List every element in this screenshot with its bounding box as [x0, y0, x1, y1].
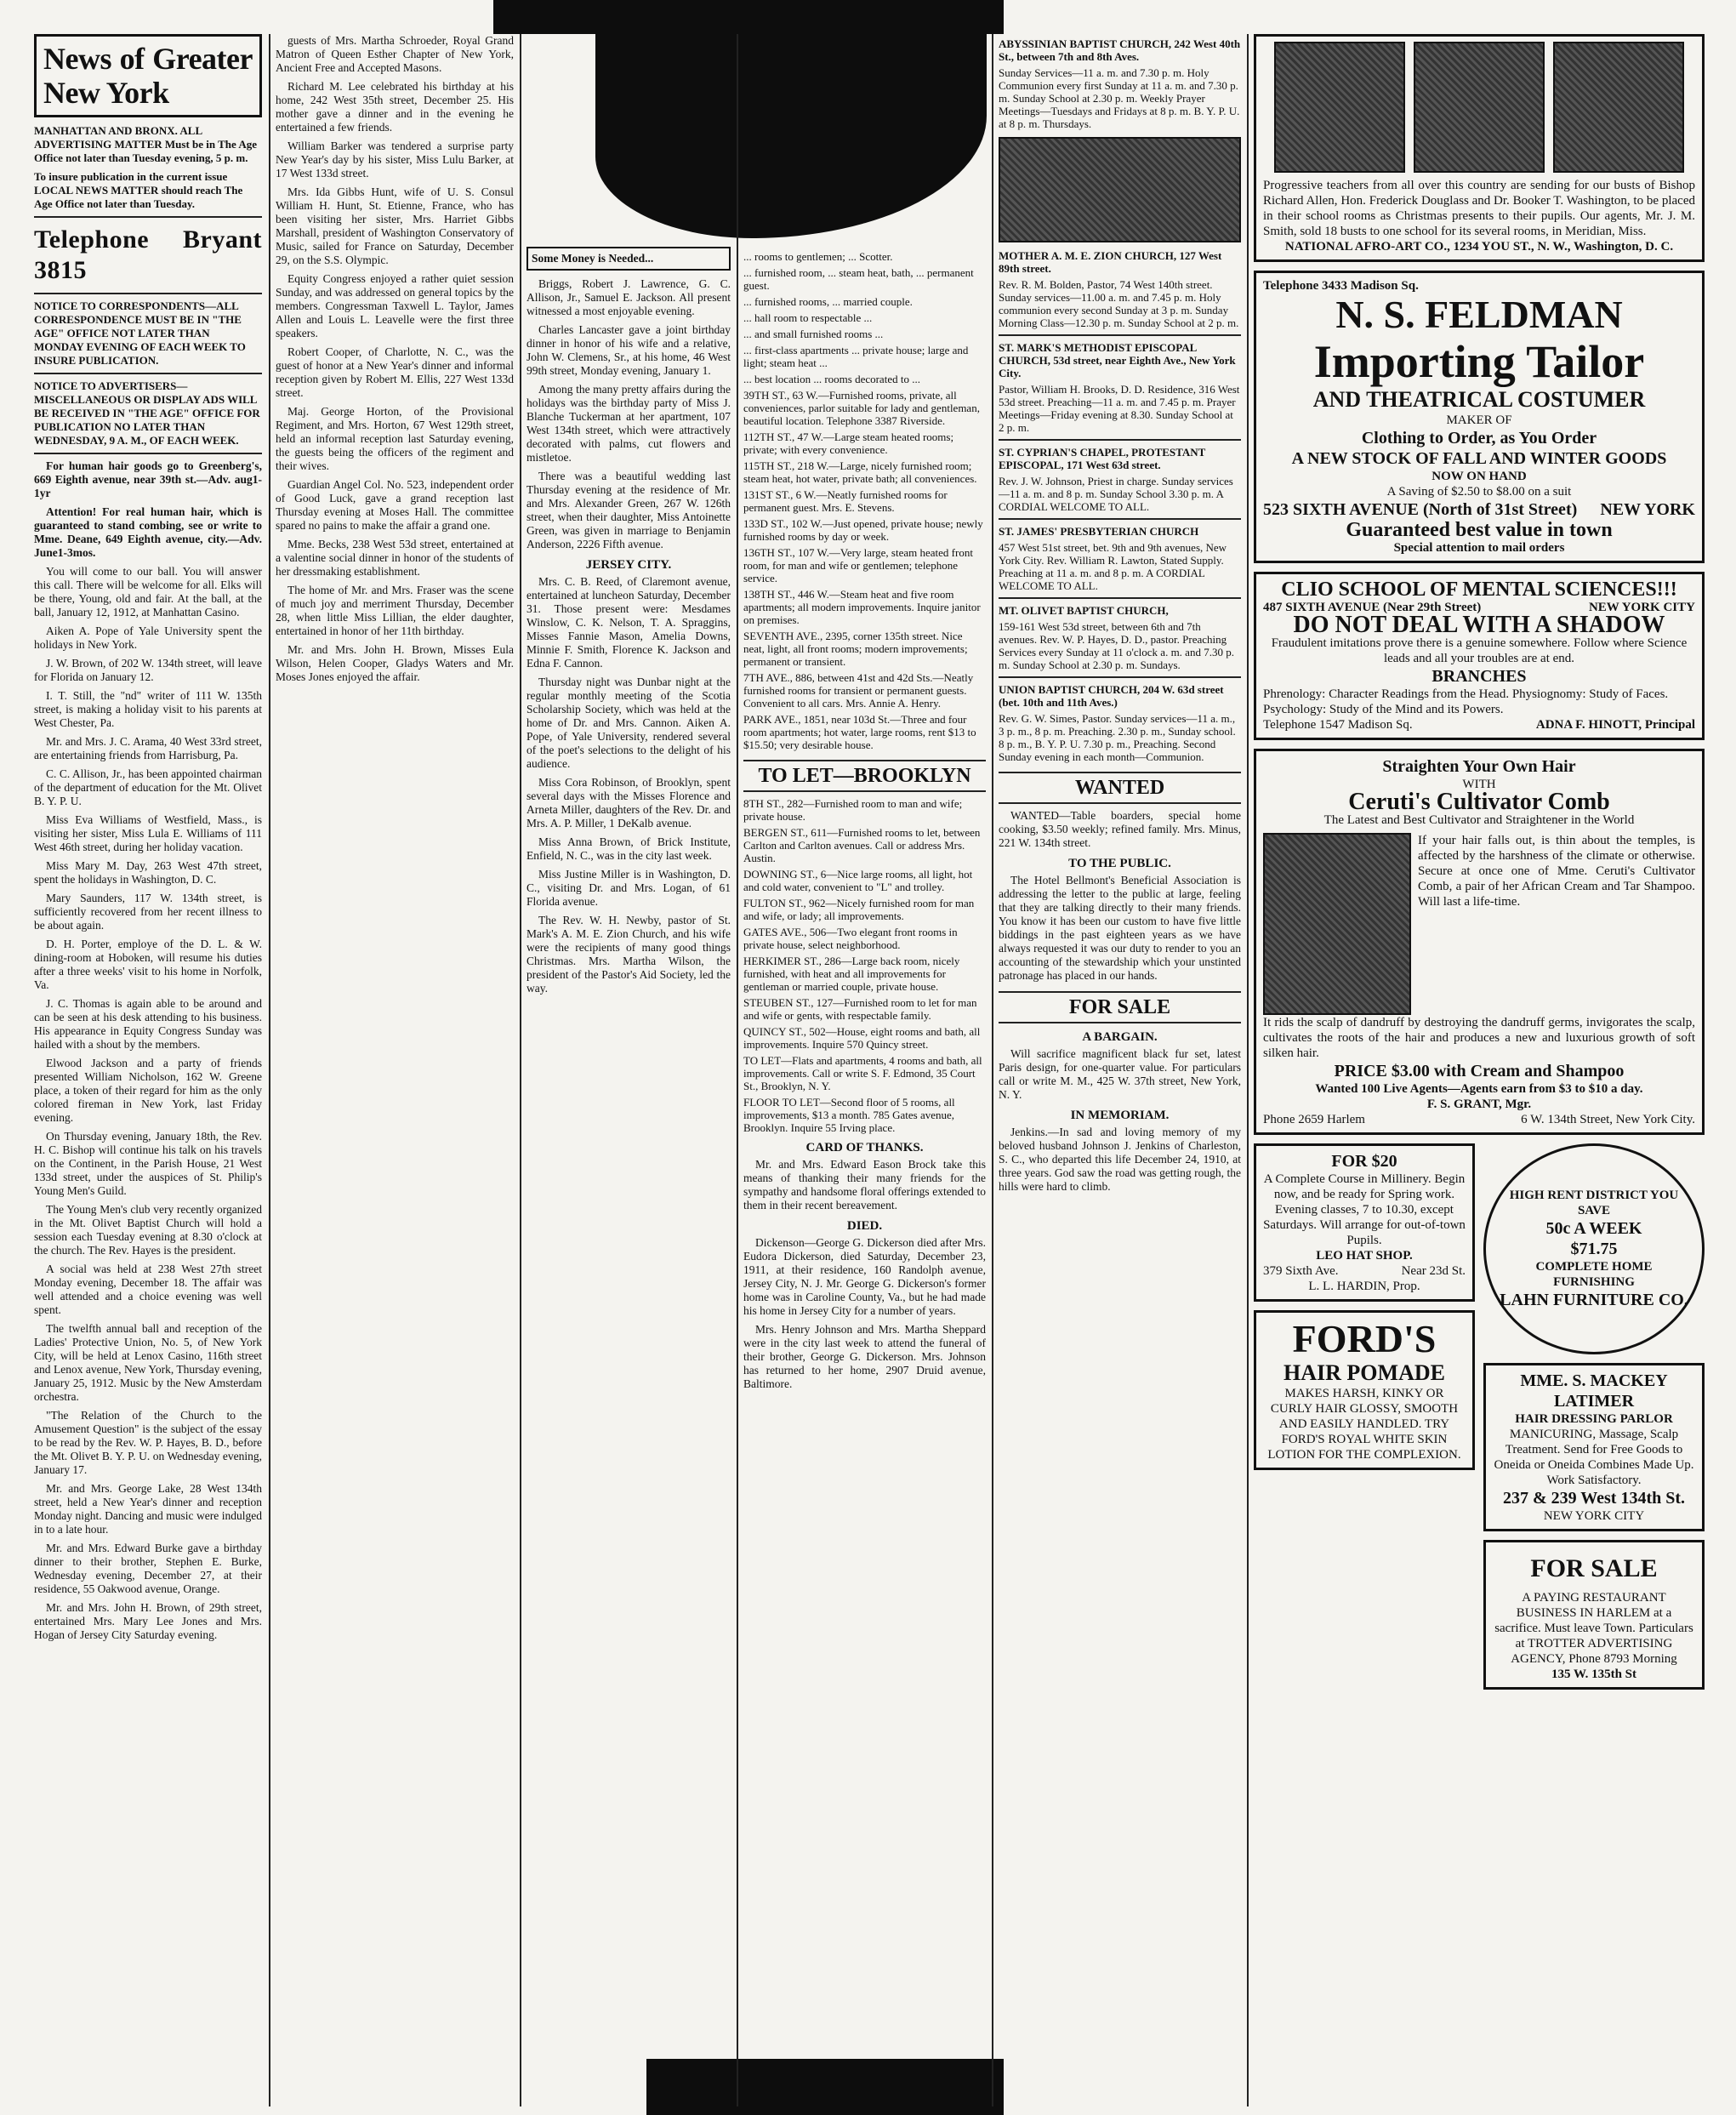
church-listing — [999, 37, 1241, 130]
divider — [34, 216, 262, 218]
church-listing — [999, 604, 1241, 671]
room-listing: SEVENTH AVE., 2395, corner 135th street. Nice neat, light, all front rooms; modern improvements; permanent or transient. — [743, 630, 968, 668]
feldman-advertisement — [1254, 271, 1705, 563]
room-listing: 115TH ST., 218 W.—Large, nicely furnished room; steam heat, hot water, private bath; all conveniences. — [743, 459, 977, 485]
church-body: Pastor, William H. Brooks, D. D. Residence, 316 West 53d street. Preaching—11 a. m. and 7.45 p. m. Prayer Meetings—Friday evening at 8.30. Sunday School at 2 p. m. — [999, 383, 1240, 434]
millinery-shop: LEO HAT SHOP. — [1316, 1249, 1413, 1263]
latimer-address: 237 & 239 West 134th St. — [1502, 1489, 1686, 1508]
divider — [999, 597, 1241, 599]
column-rule — [520, 34, 521, 2106]
brooklyn-listing: GATES AVE., 506—Two elegant front rooms in private house, select neighborhood. — [743, 926, 958, 951]
harlem-furnishing: FURNISHING — [1553, 1275, 1635, 1289]
paragraph: I. T. Still, the "nd" writer of 111 W. 135th street, is making a holiday visit to his parents at West Chester, Pa. — [34, 689, 262, 729]
clio-footer: ADNA F. HINOTT, Principal — [1535, 718, 1695, 732]
room-listing: ... rooms to gentlemen; ... Scotter. — [743, 250, 893, 263]
feldman-guarantee: Guaranteed best value in town — [1346, 519, 1613, 541]
masthead-title: News of Greater New York — [34, 34, 262, 117]
room-listing: 131ST ST., 6 W.—Neatly furnished rooms for permanent guest. Mrs. E. Stevens. — [743, 488, 948, 514]
paragraph: The Hotel Bellmont's Beneficial Association is addressing the letter to the public at large, feeling that they are talking directly to their many friends. You know it has been our custom to have five little biddings in the past eighteen years as we have always requested it was our duty to render to you an accounting of the stewardship which your unstinted patronage has placed in our hands. — [999, 874, 1241, 982]
clio-list: Phrenology: Character Readings from the Head. Physiognomy: Study of Faces. Psychology: Study of the Mind and its Powers. — [1263, 687, 1669, 716]
paragraph: Mary Saunders, 117 W. 134th street, is sufficiently recovered from her recent illness to be about again. — [34, 892, 262, 932]
divider — [34, 373, 262, 374]
paragraph: The twelfth annual ball and reception of the Ladies' Protective Union, No. 5, of New York City, will be held at Lenox Casino, 116th street and Lenox avenue, New York, Thursday evening, January 25, 1912. Music by the New Amsterdam orchestra. — [34, 1322, 262, 1403]
clio-city: NEW YORK CITY — [1588, 601, 1695, 614]
paragraph: Thursday night was Dunbar night at the regular monthly meeting of the Scotia Scholarship Society, which was held at the home of Dr. and Mrs. Cannon. Aiken A. Pope, of Yale University, rendered several of the poet's selections to the delight of his audience. — [526, 676, 731, 770]
paragraph: The home of Mr. and Mrs. Fraser was the scene of much joy and merriment Thursday, December 28, when little Miss Lillian, the elder daughter, entertained in honor of her 11th birthday. — [276, 584, 514, 637]
column-4 — [743, 247, 986, 2106]
restaurant-addr: 135 W. 135th St — [1551, 1667, 1637, 1681]
brooklyn-listing: BERGEN ST., 611—Furnished rooms to let, between Carlton and Carlton avenues. Call or address Mrs. Austin. — [743, 826, 981, 864]
latimer-name: MME. S. MACKEY LATIMER — [1520, 1371, 1668, 1411]
feldman-new-stock: A NEW STOCK OF FALL AND WINTER GOODS — [1291, 449, 1667, 468]
paragraph: Robert Cooper, of Charlotte, N. C., was the guest of honor at a New Year's dinner and informal reception given by Robert M. Ellis, 227 West 133d street. — [276, 345, 514, 399]
paragraph: J. C. Thomas is again able to be around and can be seen at his desk attending to his business. His appearance in Equity Congress Sunday was hailed with a shout by the members. — [34, 997, 262, 1051]
room-listing: ... first-class apartments ... private house; large and light; steam heat ... — [743, 344, 969, 369]
paragraph: Mr. and Mrs. John H. Brown, Misses Eula Wilson, Helen Cooper, Gladys Waters and Mr. Moses Jones enjoyed the affair. — [276, 643, 514, 683]
ceruti-advertisement — [1254, 749, 1705, 1135]
notice-local: To insure publication in the current issue LOCAL NEWS MATTER should reach The Age Office not later than Tuesday. — [34, 170, 243, 210]
paragraph: J. W. Brown, of 202 W. 134th street, will leave for Florida on January 12. — [34, 657, 262, 683]
feldman-address: 523 SIXTH AVENUE (North of 31st Street) — [1263, 500, 1578, 519]
paragraph: Miss Anna Brown, of Brick Institute, Enfield, N. C., was in the city last week. — [526, 835, 731, 862]
clio-advertisement — [1254, 572, 1705, 740]
brooklyn-listing: HERKIMER ST., 286—Large back room, nicely furnished, with heat and all improvements for gentleman or married couple, private house. — [743, 955, 960, 993]
paragraph: A social was held at 238 West 27th street Monday evening, December 18. The affair was well attended and a choice evening was well spent. — [34, 1263, 262, 1316]
scan-artifact-center — [595, 34, 987, 238]
paragraph: Mr. and Mrs. Edward Burke gave a birthday dinner to their brother, Stephen E. Burke, Wednesday evening, December 27, at their residence, 55 Oakwood avenue, Orange. — [34, 1542, 262, 1595]
paragraph: C. C. Allison, Jr., has been appointed chairman of the department of education for the Mt. Olivet B. Y. P. U. — [34, 767, 262, 807]
brooklyn-listing: STEUBEN ST., 127—Furnished room to let for man and wife or gents, with respectable family. — [743, 996, 977, 1022]
clio-slogan: DO NOT DEAL WITH A SHADOW — [1293, 612, 1665, 638]
church-listing — [999, 446, 1241, 513]
church-heading: ST. MARK'S METHODIST EPISCOPAL CHURCH, 53d street, near Eighth Ave., New York City. — [999, 341, 1236, 379]
latimer-advertisement — [1483, 1363, 1705, 1531]
feldman-mail: Special attention to mail orders — [1393, 541, 1565, 555]
church-heading: ST. JAMES' PRESBYTERIAN CHURCH — [999, 525, 1199, 538]
ceruti-address: 6 W. 134th Street, New York City. — [1521, 1113, 1695, 1126]
paragraph: Mrs. Ida Gibbs Hunt, wife of U. S. Consul William H. Hunt, St. Etienne, France, who has been visiting her sister, Mrs. Harriet Gibbs Marshall, president of Washington Conservatory of Music, sailed for France on Saturday, December 29, on the S.S. Olympic. — [276, 185, 514, 266]
paragraph: You will come to our ball. You will answer this call. There will be welcome for all. Elks will be there, Young, old and fair. At the ball, at the ball, January 12, 1912, at Manhattan Casino. — [34, 565, 262, 619]
paragraph: Mrs. C. B. Reed, of Claremont avenue, entertained at luncheon Saturday, December 31. Those present were: Mesdames Winslow, C. K. Nelson, T. A. Spraggins, Misses Fannie Mason, Amelia Downs, Minnie F. Smith, Florence K. Jackson and Edna F. Cannon. — [526, 575, 731, 670]
harlem-brand: LAHN FURNITURE CO. — [1500, 1291, 1688, 1309]
ceruti-head: Straighten Your Own Hair — [1382, 757, 1576, 776]
harlem-price: 50c A WEEK — [1545, 1219, 1642, 1238]
paragraph: WANTED—Table boarders, special home cooking, $3.50 weekly; refined family. Mrs. Minus, 221 W. 134th street. — [999, 809, 1241, 849]
bust-photo — [1553, 42, 1684, 173]
paragraph: D. H. Porter, employe of the D. L. & W. dining-room at Hoboken, will resume his duties after a three weeks' visit to his home in Norfolk, Va. — [34, 938, 262, 991]
column-rule — [1247, 34, 1249, 2106]
feldman-title: Importing Tailor — [1313, 336, 1645, 387]
column-2 — [276, 34, 514, 2106]
restaurant-head: FOR SALE — [1530, 1554, 1658, 1582]
harlem-ring: HIGH RENT DISTRICT YOU SAVE — [1509, 1189, 1679, 1217]
room-listing: ... hall room to respectable ... — [743, 311, 873, 324]
paragraph: Dickenson—George G. Dickerson died after Mrs. Eudora Dickerson, died Saturday, December 23, 1911, at their residence, 160 Randolph avenue, Jersey City, N. J. Mr. George G. Dickerson's former home was in Caroline County, Va., but he had made his home in Jersey City for a number of years. — [743, 1236, 986, 1317]
notice-advertisers: NOTICE TO ADVERTISERS—MISCELLANEOUS OR DISPLAY ADS WILL BE RECEIVED IN "THE AGE" OFFICE FOR PUBLICATION NO LATER THAN WEDNESDAY, 9 A. M., OF EACH WEEK. — [34, 379, 260, 447]
notice-correspondents: NOTICE TO CORRESPONDENTS—ALL CORRESPONDENCE MUST BE IN "THE AGE" OFFICE NOT LATER THAN MONDAY EVENING OF EACH WEEK TO INSURE PUBLICATION. — [34, 299, 246, 367]
paragraph: Maj. George Horton, of the Provisional Regiment, and Mrs. Horton, 67 West 129th street, held an informal reception last Saturday evening, the guests being the officers of the regiment and their wives. — [276, 405, 514, 472]
room-listing: 112TH ST., 47 W.—Large steam heated rooms; private; with every convenience. — [743, 430, 954, 456]
room-listing: ... furnished rooms, ... married couple. — [743, 295, 913, 308]
memoriam-heading: IN MEMORIAM. — [1070, 1109, 1170, 1122]
feldman-phone: Telephone 3433 Madison Sq. — [1263, 279, 1419, 293]
brooklyn-listing: FULTON ST., 962—Nicely furnished room for man and wife, or lady; all improvements. — [743, 897, 975, 922]
brooklyn-listing: FLOOR TO LET—Second floor of 5 rooms, all improvements, $13 a month. 785 Gates avenue, Brooklyn. Inquire 55 Irving place. — [743, 1096, 955, 1134]
church-listing — [999, 683, 1241, 763]
paragraph: Guardian Angel Col. No. 523, independent order of Good Luck, gave a grand reception last Thursday evening at Moses Hall. The committee spared no pains to make the affair a grand one. — [276, 478, 514, 532]
bust-photo — [1414, 42, 1545, 173]
jersey-city-heading: JERSEY CITY. — [585, 558, 672, 572]
paragraph: Miss Eva Williams of Westfield, Mass., is visiting her sister, Miss Lula E. Williams of 111 West 46th street, during her holiday vacation. — [34, 813, 262, 853]
room-listing: 39TH ST., 63 W.—Furnished rooms, private, all conveniences, parlor suitable for lady and gentleman, beautiful location. Telephone 3387 Riverside. — [743, 389, 980, 427]
paragraph: Attention! For real human hair, which is guaranteed to stand combing, see or write to Mme. Deane, 649 Eighth avenue, city.—Adv. June1-3mos. — [34, 505, 262, 559]
room-listing: ... and small furnished rooms ... — [743, 328, 884, 340]
paragraph: Elwood Jackson and a party of friends presented William Nicholson, 162 W. Greene place, a token of their regard for him as the only colored fireman in New York, last Friday evening. — [34, 1057, 262, 1124]
millinery-owner: L. L. HARDIN, Prop. — [1308, 1280, 1420, 1293]
column-6-ads — [1254, 34, 1705, 2106]
church-heading: MT. OLIVET BAPTIST CHURCH, — [999, 604, 1169, 617]
feldman-name: N. S. FELDMAN — [1335, 293, 1623, 336]
millinery-near: Near 23d St. — [1401, 1264, 1466, 1278]
bust-photo — [1274, 42, 1405, 173]
church-listing — [999, 341, 1241, 434]
divider — [999, 439, 1241, 441]
divider — [999, 334, 1241, 336]
room-listing: 7TH AVE., 886, between 41st and 42d Sts.—Neatly furnished rooms for transient or permanent guests. Convenient to all cars. Mrs. Annie A. Henry. — [743, 671, 974, 710]
paragraph: Mr. and Mrs. Edward Eason Brock take this means of thanking their many friends for the sympathy and handsome floral offerings extended to them in their recent bereavement. — [743, 1158, 986, 1211]
church-body: Sunday Services—11 a. m. and 7.30 p. m. Holy Communion every first Sunday at 11 a. m. and 7.30 p. m. Sunday School at 2.30 p. m. Weekly Prayer Meetings—Tuesdays and Fridays at 8 p. m. B. Y. P. U. at 8 p. m. Thursdays. — [999, 66, 1240, 130]
church-body: Rev. G. W. Simes, Pastor. Sunday services—11 a. m., 3 p. m., 8 p. m. Preaching. 2.30 p. m., Sunday school. 8 p. m., B. Y. P. U. 7.30 p. m., Preaching. Second Sunday evening in each month—Communion. — [999, 712, 1236, 763]
bust-caption: Progressive teachers from all over this country are sending for our busts of Bishop Richard Allen, Hon. Frederick Douglass and Dr. Booker T. Washington, to be placed in their school rooms as Christmas presents to their pupils. Our agents, Mr. J. M. Smith, sold 18 busts to one school for its several rooms, in Meridian, Miss. — [1263, 179, 1695, 238]
paragraph: There was a beautiful wedding last Thursday evening at the residence of Mr. and Mrs. Alexander Green, 267 W. 126th street, when their daughter, Miss Antoinette Green, was given in marriage to Benjamin Anderson, 2226 Fifth avenue. — [526, 470, 731, 550]
fords-product: HAIR POMADE — [1284, 1360, 1445, 1385]
millinery-body: A Complete Course in Millinery. Begin now, and be ready for Spring work. Evening classes, 7 to 10.30, except Saturdays. Will arrange for out-of-town Pupils. — [1263, 1172, 1466, 1247]
bargain-heading: A BARGAIN. — [1082, 1030, 1158, 1044]
harlem-item: $71.75 — [1570, 1240, 1618, 1258]
restaurant-body: A PAYING RESTAURANT BUSINESS IN HARLEM at a sacrifice. Must leave Town. Particulars at TROTTER ADVERTISING AGENCY, Phone 8793 Morning — [1494, 1591, 1693, 1666]
wanted-heading: WANTED — [999, 772, 1241, 804]
church-body: Rev. J. W. Johnson, Priest in charge. Sunday services—11 a. m. and 8 p. m. Sunday School 3.30 p. m. A CORDIAL WELCOME TO ALL. — [999, 475, 1233, 513]
column-rule — [992, 34, 993, 2106]
ceruti-with: WITH — [1462, 778, 1496, 791]
church-heading: MOTHER A. M. E. ZION CHURCH, 127 West 89th street. — [999, 249, 1222, 275]
brooklyn-listing: TO LET—Flats and apartments, 4 rooms and bath, all improvements. Call or write S. F. Edmond, 35 Court St., Brooklyn, N. Y. — [743, 1054, 982, 1092]
paragraph: Will sacrifice magnificent black fur set, latest Paris design, for one-quarter value. For particulars call or write M. M., 425 W. 37th street, New York, N. Y. — [999, 1047, 1241, 1101]
ceruti-price: PRICE $3.00 with Cream and Shampoo — [1334, 1062, 1625, 1080]
died-heading: DIED. — [846, 1219, 883, 1233]
paragraph: Among the many pretty affairs during the holidays was the birthday party of Miss J. Blanche Tuckerman at her apartment, 107 West 134th street, which were attractively decorated with palms, cut flowers and mistletoe. — [526, 383, 731, 464]
telephone-line: Telephone Bryant 3815 — [34, 225, 262, 284]
for-sale-heading: FOR SALE — [999, 991, 1241, 1023]
brooklyn-listing: DOWNING ST., 6—Nice large rooms, all light, hot and cold water, convenient to "L" and trolley. — [743, 868, 973, 893]
divider — [34, 453, 262, 454]
divider — [999, 518, 1241, 520]
paragraph: Miss Justine Miller is in Washington, D. C., visiting Dr. and Mrs. Logan, of 61 Florida avenue. — [526, 868, 731, 908]
paragraph: Mr. and Mrs. George Lake, 28 West 134th street, held a New Year's dinner and reception Monday night. Dancing and music were indulged in to a late hour. — [34, 1482, 262, 1536]
church-body: 457 West 51st street, bet. 9th and 9th avenues, New York City. Rev. William R. Lawton, Stated Supply. Preaching at 11 a. m. and 8 p. m. A CORDIAL WELCOME TO ALL. — [999, 541, 1227, 592]
column-rule — [737, 34, 738, 2106]
church-heading: ST. CYPRIAN'S CHAPEL, PROTESTANT EPISCOPAL, 171 West 63d street. — [999, 446, 1206, 471]
column-rule — [269, 34, 270, 2106]
church-body: 159-161 West 53d street, between 6th and 7th avenues. Rev. W. P. Hayes, D. D., pastor. Preaching Services every Sunday at 11 o'clock a. m. and 7.30 p. m. Sunday School at 2.30 p. m. Sundays. — [999, 620, 1234, 671]
paragraph: "The Relation of the Church to the Amusement Question" is the subject of the essay to be read by the Rev. W. P. Hayes, B. D., before the Mt. Olivet B. Y. P. U. on Wednesday evening, January 17. — [34, 1409, 262, 1476]
room-listing: ... furnished room, ... steam heat, bath, ... permanent guest. — [743, 266, 974, 292]
scan-artifact-top — [493, 0, 1004, 34]
card-of-thanks-heading: CARD OF THANKS. — [805, 1141, 924, 1154]
paragraph: Jenkins.—In sad and loving memory of my beloved husband Johnson J. Jenkins of Charleston, S. C., who departed this life December 24, 1910, at three years. God saw the road was getting rough, the hills were hard to climb. — [999, 1126, 1241, 1193]
to-let-brooklyn-heading: TO LET—BROOKLYN — [743, 760, 986, 792]
brooklyn-listing: 8TH ST., 282—Furnished room to man and wife; private house. — [743, 797, 963, 823]
paragraph: Aiken A. Pope of Yale University spent the holidays in New York. — [34, 624, 262, 651]
ceruti-body: If your hair falls out, is thin about the temples, is affected by the harshness of the climate or otherwise. Secure at once one of Mme. Ceruti's Cultivator Comb, a pair of her African Cream and Tar Shampoo. Will last a life-time. — [1418, 834, 1695, 909]
ceruti-mgr: F. S. GRANT, Mgr. — [1426, 1097, 1532, 1111]
divider — [999, 676, 1241, 678]
paragraph: The Young Men's club very recently organized in the Mt. Olivet Baptist Church will hold a session each Tuesday evening at 8.30 o'clock at the church. The Rev. Hayes is the president. — [34, 1203, 262, 1257]
paragraph: Miss Cora Robinson, of Brooklyn, spent several days with the Misses Florence and Arneta Miller, daughters of the Rev. Dr. and Mrs. A. P. Miller, 1 DeKalb avenue. — [526, 776, 731, 829]
paragraph: William Barker was tendered a surprise party New Year's day by his sister, Miss Lulu Barker, at 17 West 133d street. — [276, 140, 514, 180]
fords-body: MAKES HARSH, KINKY OR CURLY HAIR GLOSSY, SMOOTH AND EASILY HANDLED. TRY FORD'S ROYAL WHITE SKIN LOTION FOR THE COMPLEXION. — [1267, 1387, 1461, 1462]
feldman-saving: A Saving of $2.50 to $8.00 on a suit — [1386, 485, 1572, 499]
latimer-city: NEW YORK CITY — [1543, 1509, 1645, 1523]
fords-name: FORD'S — [1292, 1317, 1437, 1360]
paragraph: Miss Mary M. Day, 263 West 47th street, spent the holidays in Washington, D. C. — [34, 859, 262, 886]
church-listing — [999, 525, 1241, 592]
woman-illustration — [1263, 833, 1411, 1015]
clio-address: 487 SIXTH AVENUE (Near 29th Street) — [1263, 601, 1482, 614]
harlem-furniture-advertisement — [1483, 1143, 1705, 1354]
millinery-advertisement — [1254, 1143, 1475, 1302]
room-listing: PARK AVE., 1851, near 103d St.—Three and four room apartments; hot water, large rooms, rent $13 to $15.50; very desirable house. — [743, 713, 976, 751]
feldman-sub: AND THEATRICAL COSTUMER — [1312, 387, 1646, 412]
latimer-sub: HAIR DRESSING PARLOR — [1515, 1412, 1673, 1426]
ceruti-name: Ceruti's Cultivator Comb — [1348, 789, 1610, 815]
paragraph: Charles Lancaster gave a joint birthday dinner in honor of his wife and a relative, John W. Clemens, Sr., at his home, 46 West 99th street, Monday evening, January 1. — [526, 323, 731, 377]
feldman-city: NEW YORK — [1600, 500, 1695, 519]
feldman-now: NOW ON HAND — [1431, 470, 1527, 483]
bust-footer: NATIONAL AFRO-ART CO., 1234 YOU ST., N. W., Washington, D. C. — [1284, 240, 1674, 254]
millinery-head: FOR $20 — [1331, 1152, 1397, 1171]
feldman-maker: MAKER OF — [1446, 413, 1512, 427]
ceruti-body2: It rids the scalp of dandruff by destroying the dandruff germs, invigorates the scalp, cultivates the roots of the hair and produces a new and luxurious growth of soft silken hair. — [1263, 1016, 1695, 1060]
paragraph: guests of Mrs. Martha Schroeder, Royal Grand Matron of Queen Esther Chapter of New York, Ancient Free and Accepted Masons. — [276, 34, 514, 74]
paragraph: On Thursday evening, January 18th, the Rev. H. C. Bishop will continue his talk on his travels on the Continent, in the Parish House, 21 West 133d street, under the auspices of St. Philip's Young Men's Guild. — [34, 1130, 262, 1197]
millinery-address: 379 Sixth Ave. — [1263, 1264, 1339, 1278]
fords-advertisement — [1254, 1310, 1475, 1470]
church-heading: UNION BAPTIST CHURCH, 204 W. 63d street (bet. 10th and 11th Aves.) — [999, 683, 1224, 709]
ceruti-sub: The Latest and Best Cultivator and Straightener in the World — [1323, 813, 1635, 827]
paragraph: Mr. and Mrs. John H. Brown, of 29th street, entertained Mrs. Mary Lee Jones and Mrs. Hogan of Jersey City Saturday evening. — [34, 1601, 262, 1641]
to-the-public-heading: TO THE PUBLIC. — [1068, 857, 1171, 870]
bust-advertisement — [1254, 34, 1705, 262]
clio-name: CLIO SCHOOL OF MENTAL SCIENCES!!! — [1281, 579, 1677, 601]
clio-fraud: Fraudulent imitations prove there is a genuine somewhere. Follow where Science leads and all your troubles are at end. — [1271, 636, 1688, 665]
paragraph: Richard M. Lee celebrated his birthday at his home, 242 West 35th street, December 25. His mother gave a dinner and in the evening he entertained a few friends. — [276, 80, 514, 134]
paragraph: Mrs. Henry Johnson and Mrs. Martha Sheppard were in the city last week to attend the funeral of their brother, George G. Dickerson. Mrs. Johnson has returned to her home, 2907 Druid avenue, Baltimore. — [743, 1323, 986, 1390]
column-1 — [34, 34, 262, 2106]
notice-manhattan: MANHATTAN AND BRONX. ALL ADVERTISING MATTER Must be in The Age Office not later than Tuesday evening, 5 p. m. — [34, 124, 257, 164]
church-listing — [999, 249, 1241, 329]
paragraph: Briggs, Robert J. Lawrence, G. C. Allison, Jr., Samuel E. Jackson. All present witnessed a most enjoyable evening. — [526, 277, 731, 317]
paragraph: For human hair goods go to Greenberg's, 669 Eighth avenue, near 39th st.—Adv. aug1-1yr — [34, 459, 262, 499]
divider — [34, 293, 262, 294]
clio-branches: BRANCHES — [1431, 667, 1527, 686]
ceruti-phone: Phone 2659 Harlem — [1263, 1113, 1365, 1126]
feldman-clothing: Clothing to Order, as You Order — [1361, 429, 1597, 448]
boxed-notice: Some Money is Needed... — [526, 247, 731, 271]
harlem-complete: COMPLETE HOME — [1535, 1260, 1653, 1274]
column-5 — [999, 34, 1241, 2106]
room-listing: 138TH ST., 446 W.—Steam heat and five room apartments; all modern improvements. Inquire janitor on premises. — [743, 588, 981, 626]
paragraph: Mme. Becks, 238 West 53d street, entertained at a valentine social dinner in honor of the students of her dressmaking establishment. — [276, 538, 514, 578]
brooklyn-listing: QUINCY ST., 502—House, eight rooms and bath, all improvements. Inquire 570 Quincy street. — [743, 1025, 981, 1051]
church-body: Rev. R. M. Bolden, Pastor, 74 West 140th street. Sunday services—11.00 a. m. and 7.45 p. m. Holy communion every second Sunday at 3 p. m. Sunday Morning Class—12.30 p. m. Sunday School at 2 p. m. — [999, 278, 1239, 329]
room-listing: 133D ST., 102 W.—Just opened, private house; newly furnished rooms by day or week. — [743, 517, 983, 543]
room-listing: ... best location ... rooms decorated to ... — [743, 373, 920, 385]
ceruti-agents: Wanted 100 Live Agents—Agents earn from $3 to $10 a day. — [1315, 1082, 1643, 1096]
room-listing: 136TH ST., 107 W.—Very large, steam heated front room, for man and wife or gentlemen; telephone service. — [743, 546, 973, 584]
column-3 — [526, 247, 731, 2106]
paragraph: Mr. and Mrs. J. C. Arama, 40 West 33rd street, are entertaining friends from Harrisburg, Pa. — [34, 735, 262, 761]
latimer-body: MANICURING, Massage, Scalp Treatment. Send for Free Goods to Oneida or Oneida Combines Made Up. Work Satisfactory. — [1494, 1428, 1694, 1487]
clio-phone: Telephone 1547 Madison Sq. — [1263, 718, 1413, 732]
restaurant-advertisement — [1483, 1540, 1705, 1690]
paragraph: Equity Congress enjoyed a rather quiet session Sunday, and was addressed on general topics by the members. Congressman Taxwell L. Taylor, James Allen and Louis L. Leavelle were the first three speakers. — [276, 272, 514, 339]
paragraph: The Rev. W. H. Newby, pastor of St. Mark's A. M. E. Zion Church, and his wife were the recipients of many good things Christmas. Mrs. Martha Wilson, the president of the Pastor's Aid Society, led the way. — [526, 914, 731, 995]
church-heading: ABYSSINIAN BAPTIST CHURCH, 242 West 40th St., between 7th and 8th Aves. — [999, 37, 1241, 63]
church-photo — [999, 137, 1241, 242]
